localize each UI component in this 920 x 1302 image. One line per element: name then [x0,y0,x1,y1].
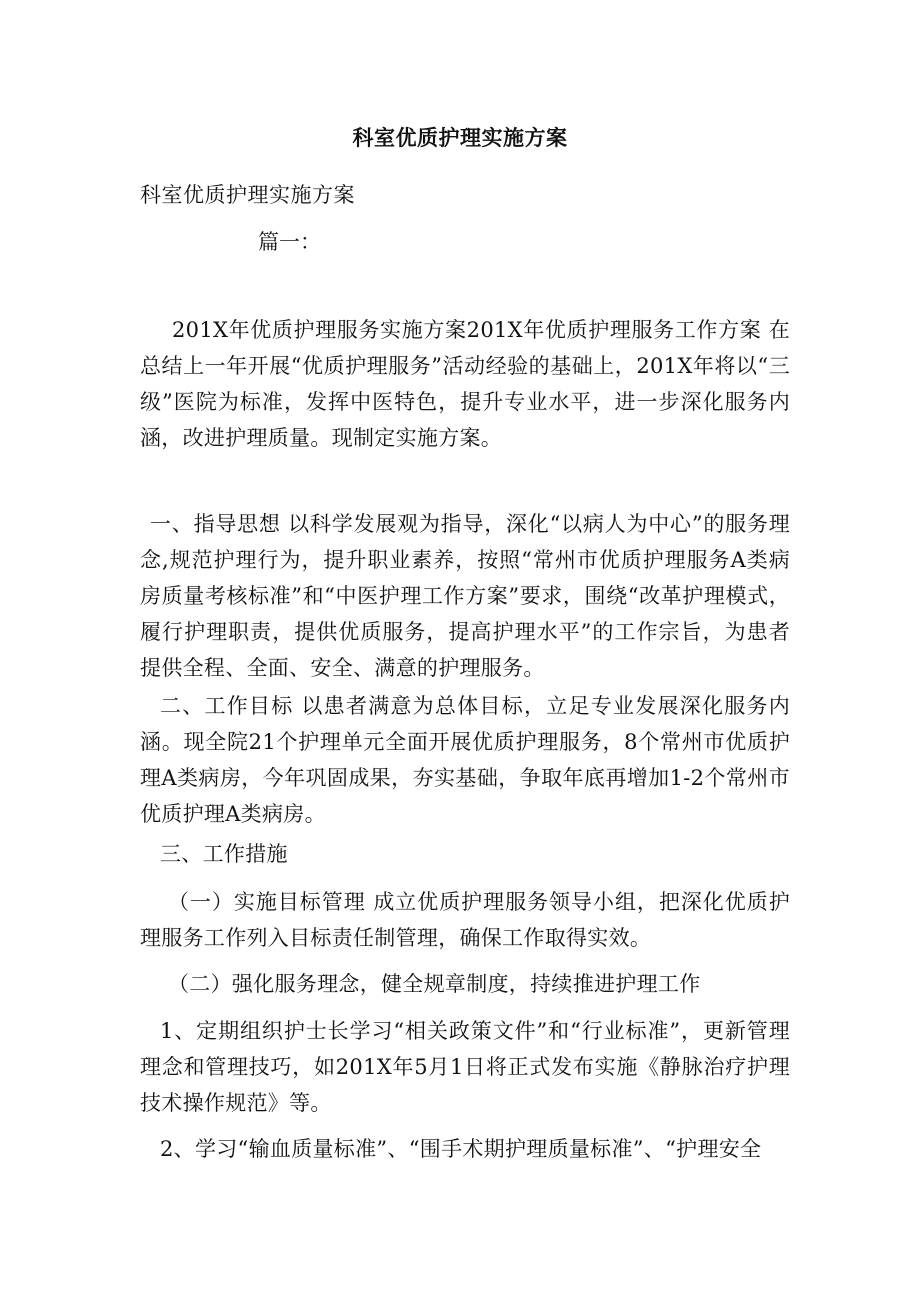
paragraph-target-management: （一）实施目标管理 成立优质护理服务领导小组，把深化优质护理服务工作列入目标责任制管理，确保工作取得实效。 [140,890,790,950]
document-subtitle: 科室优质护理实施方案 [140,183,355,207]
document-title: 科室优质护理实施方案 [352,125,568,150]
paragraph-work-goals: 二、工作目标 以患者满意为总体目标，立足专业发展深化服务内涵。现全院21个护理单元全面开展优质护理服务，8个常州市优质护理A类病房，今年巩固成果，夯实基础，争取年底再增加1-2个常州市优质护理A类病房。 [140,694,790,826]
paragraph-item-2: 2、学习“输血质量标准”、“围手术期护理质量标准”、“护理安全 [160,1137,762,1161]
paragraph-intro: 201X年优质护理服务实施方案201X年优质护理服务工作方案 在总结上一年开展“优质护理服务”活动经验的基础上，201X年将以“三级”医院为标准，发挥中医特色，提升专业水平，进一步深化服务内涵，改进护理质量。现制定实施方案。 [140,318,790,450]
paragraph-service-concept: （二）强化服务理念，健全规章制度，持续推进护理工作 [168,972,701,996]
paragraph-work-measures-heading: 三、工作措施 [160,842,288,866]
paragraph-item-1: 1、定期组织护士长学习“相关政策文件”和“行业标准”，更新管理理念和管理技巧，如201X年5月1日将正式发布实施《静脉治疗护理技术操作规范》等。 [140,1019,790,1115]
paragraph-guiding-ideology: 一、指导思想 以科学发展观为指导，深化“以病人为中心”的服务理念,规范护理行为，提升职业素养，按照“常州市优质护理服务A类病房质量考核标准”和“中医护理工作方案”要求，围绕“改革护理模式，履行护理职责，提供优质服务，提高护理水平”的工作宗旨，为患者提供全程、全面、安全、满意的护理服务。 [140,512,790,680]
part-label: 篇一： [258,230,321,254]
